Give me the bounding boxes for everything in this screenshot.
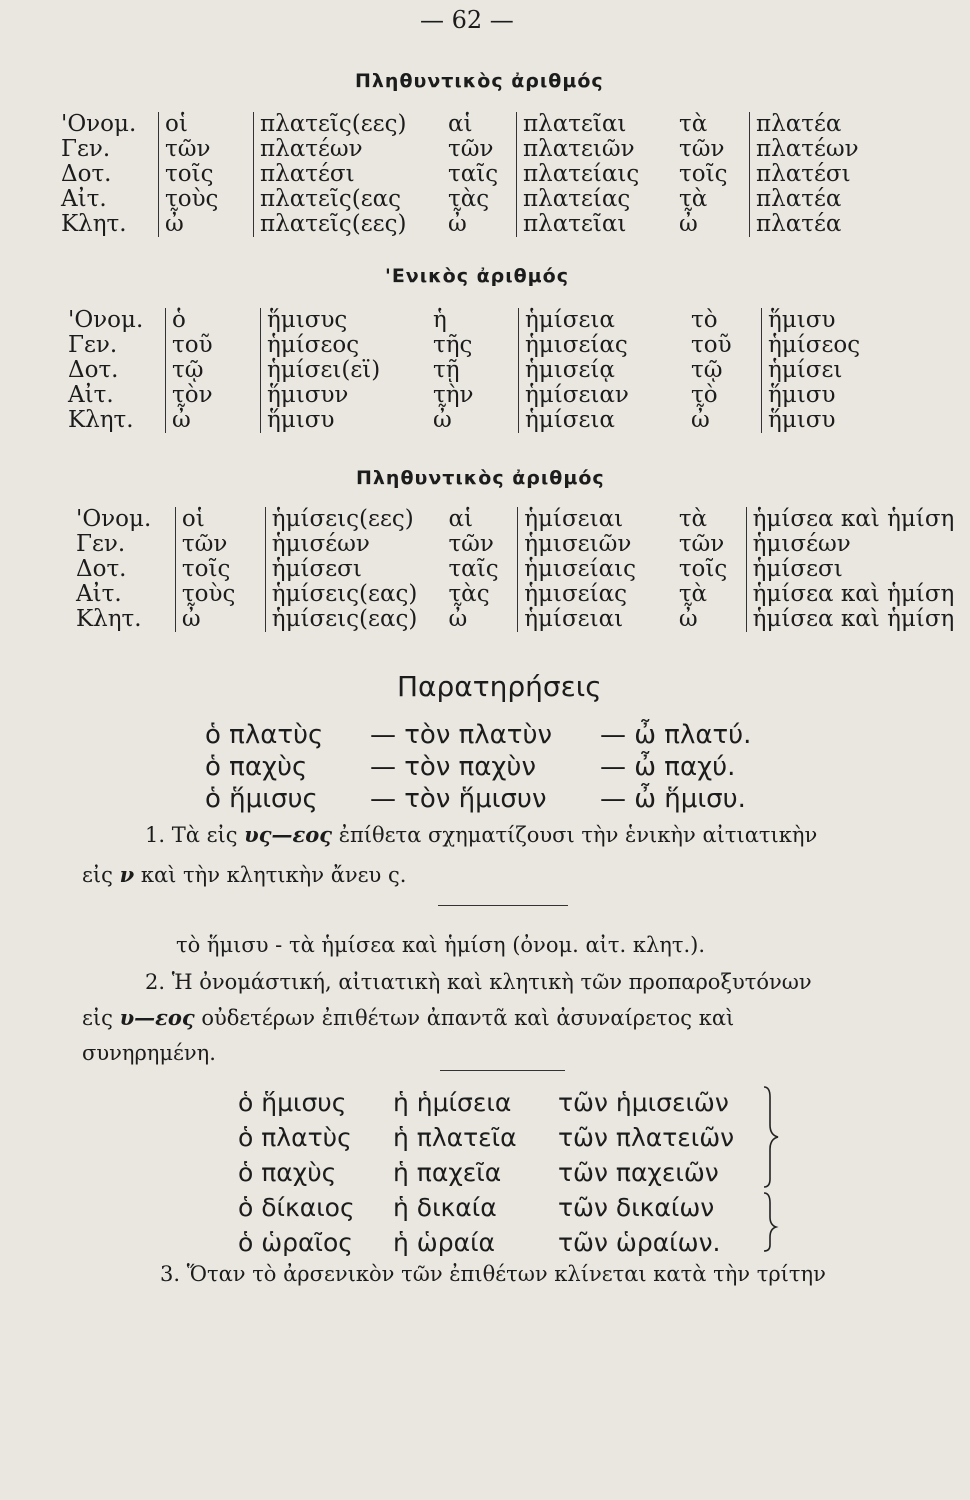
form-cell: πλατείαις	[517, 162, 674, 187]
feminine-form: ἡ ὡραία	[393, 1228, 496, 1257]
book-page: — 62 — Πληθυντικὸς ἀριθμός 'Ονομ. οἱ πλατεῖς(εες) αἱ πλατεῖαι τὰ πλατέα Γεν. τῶν πλατέων τῶν πλατειῶν τῶν πλατέων Δοτ. τοῖς πλατέσι ταῖς πλατείαις τοῖς πλατέσι Αἰτ. τοὺς πλατεῖς(εας τὰς πλατείας τὰ πλατέα Κλητ. ὦ πλατεῖς(εες) ὦ πλατεῖαι ὦ πλατέα 'Ενικὸς ἀριθμός 'Ονομ. ὁ ἥμισυς ἡ ἡμίσεια τὸ ἥμισυ Γεν. τοῦ ἡμίσεος τῆς ἡμισείας τοῦ ἡμίσεος Δοτ. τῷ ἡμίσει(εϊ) τῇ ἡμισείᾳ τῷ ἡμίσει Αἰτ. τὸν ἥμισυν τὴν ἡμίσειαν τὸ ἥμισυ Κλητ. ὦ ἥμισυ ὦ ἡμίσεια ὦ ἥμισυ Πληθυντικὸς ἀριθμός 'Ονομ. οἱ ἡμίσεις(εες) αἱ ἡμίσειαι τὰ ἡμίσεα καὶ ἡμίση Γεν. τῶν ἡμισέων τῶν ἡμισειῶν τῶν ἡμισέων Δοτ. τοῖς ἡμίσεσι ταῖς ἡμισείαις τοῖς ἡμίσεσι Αἰτ. τοὺς ἡμίσεις(εας) τὰς ἡμισείας τὰ ἡμίσεα καὶ ἡμίση Κλητ. ὦ ἡμίσεις(εας) ὦ ἡμίσειαι ὦ ἡμίσεα καὶ ἡμίση Παρατηρήσεις ὁ πλατὺς — τὸν πλατὺν — ὦ πλατύ. ὁ παχὺς — τὸν παχὺν — ὦ παχύ. ὁ ἥμισυς — τὸν ἥμισυν — ὦ ἥμισυ. 1. Τὰ εἰς υς—εος ἐπίθετα σχηματίζουσι τὴν ἑνικὴν αἰτιατικὴν εἰς ν καὶ τὴν κλητικὴν ἄνευ ς. τὸ ἥμισυ - τὰ ἡμίσεα καὶ ἡμίση (ὀνομ. αἰτ. κλητ.). 2. Ἡ ὀνομάστική, αἰτιατικὴ καὶ κλητικὴ τῶν προπαροξυτόνων εἰς υ—εος οὐδετέρων ἐπιθέτων ἀπαντᾶ καὶ ἀσυναίρετος καὶ συνηρημένη. ὁ ἥμισυς ἡ ἡμίσεια τῶν ἡμισειῶν ὁ πλατὺς ἡ πλατεῖα τῶν πλατειῶν ὁ παχὺς ἡ παχεῖα τῶν παχειῶν ὁ δίκαιος ἡ δικαία τῶν δικαίων ὁ ὡραῖος ἡ ὡραία τῶν ὡραίων. 3. Ὅταν τὸ ἀρσενικὸν τῶν ἐπιθέτων κλίνεται κατὰ τὴν τρίτην	[0, 0, 970, 1500]
form-cell: πλατεῖαι	[517, 212, 674, 237]
article-cell: τῇ	[433, 357, 460, 383]
masculine-form: ὁ πλατὺς	[238, 1123, 352, 1152]
article-cell: τοῖς	[175, 557, 265, 582]
note-2-line-1: 2. Ἡ ὀνομάστική, αἰτιατικὴ καὶ κλητικὴ τῶν προπαροξυτόνων	[145, 970, 812, 994]
observations-title: Παρατηρήσεις	[397, 670, 602, 703]
feminine-form: ἡ δικαία	[393, 1193, 497, 1222]
declension-row	[70, 532, 970, 557]
masculine-form: ὁ δίκαιος	[238, 1193, 355, 1222]
article-cell: οἱ	[175, 507, 265, 532]
declension-row	[70, 607, 970, 632]
form-cell: πλατέων	[254, 137, 443, 162]
singular-heading-hmisys: 'Ενικὸς ἀριθμός	[385, 265, 569, 287]
divider	[440, 1070, 565, 1071]
form-cell: πλατέα	[750, 212, 877, 237]
article-cell: τοὺς	[175, 582, 265, 607]
case-label: Κλητ.	[68, 407, 134, 433]
article-cell: τῶν	[175, 532, 265, 557]
genitive-plural-form: τῶν πλατειῶν	[558, 1123, 735, 1152]
example-line: τὸ ἥμισυ - τὰ ἡμίσεα καὶ ἡμίση (ὀνομ. αἰτ. κλητ.).	[176, 933, 706, 957]
ending-marker: υς—εος	[244, 822, 333, 847]
masculine-form: ὁ ἥμισυς	[238, 1088, 347, 1117]
form-cell: ἡμίσεσι	[265, 557, 442, 582]
case-label: Αἰτ.	[76, 581, 122, 607]
article-cell: ὦ	[175, 607, 265, 632]
case-label: Αἰτ.	[61, 186, 107, 212]
form-cell: ἥμισυ	[762, 408, 889, 433]
declension-row	[70, 507, 970, 532]
hmisys-singular-table	[62, 308, 888, 433]
article-cell: τὸν	[166, 383, 261, 408]
plural-heading-platys: Πληθυντικὸς ἀριθμός	[355, 70, 604, 92]
form-cell: πλατέσι	[254, 162, 443, 187]
case-label: Δοτ.	[76, 556, 127, 582]
article-cell: τὰ	[678, 506, 708, 532]
case-label: Κλητ.	[61, 211, 127, 237]
form-cell: ἡμίσεος	[261, 333, 428, 358]
declension-row	[55, 137, 876, 162]
form-cell: πλατέων	[750, 137, 877, 162]
article-cell: αἱ	[448, 111, 473, 137]
article-cell: ἡ	[433, 307, 447, 333]
form-cell: ἡμισειῶν	[518, 532, 673, 557]
declension-row	[62, 408, 888, 433]
feminine-form: ἡ παχεῖα	[393, 1158, 502, 1187]
form-cell: ἡμίσειαι	[518, 507, 673, 532]
article-cell: τῶν	[679, 136, 725, 162]
note-2-line-2: εἰς υ—εος οὐδετέρων ἐπιθέτων ἀπαντᾶ καὶ ἀσυναίρετος καὶ	[82, 1005, 735, 1030]
form-cell: πλατεῖαι	[517, 112, 674, 137]
article-cell: οἱ	[159, 112, 254, 137]
declension-row	[55, 162, 876, 187]
form-cell: ἡμίσεα καὶ ἡμίση	[746, 507, 970, 532]
form-cell: ἡμίσεις(εας)	[265, 607, 442, 632]
article-cell: τῷ	[691, 357, 723, 383]
form-cell: ἡμίσει(εϊ)	[261, 358, 428, 383]
article-cell: τὰ	[678, 581, 708, 607]
masculine-form: ὁ ὡραῖος	[238, 1228, 353, 1257]
case-label: Δοτ.	[68, 357, 119, 383]
declension-row	[55, 187, 876, 212]
form-cell: πλατέσι	[750, 162, 877, 187]
case-label: 'Ονομ.	[76, 506, 152, 532]
form-cell: ἡμίσειαν	[519, 383, 686, 408]
article-cell: ὦ	[691, 407, 710, 433]
genitive-plural-form: τῶν παχειῶν	[558, 1158, 719, 1187]
article-cell: αἱ	[448, 506, 473, 532]
brace-group-marks	[760, 1085, 800, 1255]
declension-row	[55, 212, 876, 237]
case-label: 'Ονομ.	[68, 307, 144, 333]
form-cell: ἥμισυ	[261, 408, 428, 433]
article-cell: ταῖς	[448, 556, 499, 582]
genitive-plural-form: τῶν ἡμισειῶν	[558, 1088, 729, 1117]
article-cell: τοῖς	[679, 161, 728, 187]
page-number: — 62 —	[420, 6, 514, 34]
article-cell: τὰ	[679, 186, 708, 212]
form-cell: ἡμίσεα καὶ ἡμίση	[746, 582, 970, 607]
article-cell: ταῖς	[448, 161, 499, 187]
form-cell: ἡμισέων	[746, 532, 970, 557]
declension-row	[62, 383, 888, 408]
article-cell: τοῖς	[678, 556, 728, 582]
article-cell: τὰς	[448, 186, 490, 212]
form-cell: ἡμίσεια	[519, 308, 686, 333]
article-cell: τοῖς	[159, 162, 254, 187]
form-cell: ἡμισείᾳ	[519, 358, 686, 383]
form-cell: ἡμισέων	[265, 532, 442, 557]
form-cell: ἡμισείαις	[518, 557, 673, 582]
declension-row	[62, 308, 888, 333]
masculine-form: ὁ παχὺς	[238, 1158, 337, 1187]
form-cell: πλατείας	[517, 187, 674, 212]
article-cell: ὦ	[679, 211, 698, 237]
case-label: Γεν.	[76, 531, 126, 557]
form-cell: ἡμίσεις(εες)	[265, 507, 442, 532]
feminine-form: ἡ πλατεῖα	[393, 1123, 517, 1152]
case-label: Αἰτ.	[68, 382, 114, 408]
article-cell: τοὺς	[159, 187, 254, 212]
form-cell: ἥμισυ	[762, 383, 889, 408]
case-label: Κλητ.	[76, 606, 142, 632]
declension-row	[70, 557, 970, 582]
article-cell: ὦ	[166, 408, 261, 433]
case-label: Γεν.	[61, 136, 111, 162]
article-cell: τὸ	[691, 382, 718, 408]
form-cell: ἡμισείας	[519, 333, 686, 358]
form-cell: ἡμίσεια	[519, 408, 686, 433]
form-cell: ἡμίσεις(εας)	[265, 582, 442, 607]
article-cell: τῶν	[159, 137, 254, 162]
form-cell: πλατεῖς(εας	[254, 187, 443, 212]
declension-row	[70, 582, 970, 607]
form-cell: πλατεῖς(εες)	[254, 212, 443, 237]
note-1-line-2: εἰς ν καὶ τὴν κλητικὴν ἄνευ ς.	[82, 862, 407, 887]
plural-heading-hmisys: Πληθυντικὸς ἀριθμός	[356, 467, 605, 489]
article-cell: ὦ	[433, 407, 452, 433]
case-label: Δοτ.	[61, 161, 112, 187]
ending-marker: υ—εος	[119, 1005, 195, 1030]
form-cell: ἡμίσεσι	[746, 557, 970, 582]
article-cell: τὸ	[691, 307, 718, 333]
form-cell: ἡμίσεα καὶ ἡμίση	[746, 607, 970, 632]
form-cell: πλατειῶν	[517, 137, 674, 162]
note-2-line-3: συνηρημένη.	[82, 1041, 216, 1065]
article-cell: τοῦ	[166, 333, 261, 358]
article-cell: ὦ	[678, 606, 698, 632]
article-cell: τοῦ	[691, 332, 732, 358]
platys-plural-table	[55, 112, 876, 237]
form-cell: πλατεῖς(εες)	[254, 112, 443, 137]
article-cell: ὦ	[448, 606, 468, 632]
form-cell: ἡμίσειαι	[518, 607, 673, 632]
case-label: 'Ονομ.	[61, 111, 137, 137]
article-cell: τὰς	[448, 581, 490, 607]
declension-row	[62, 358, 888, 383]
article-cell: ὁ	[166, 308, 261, 333]
article-cell: τὰ	[679, 111, 708, 137]
article-cell: τῆς	[433, 332, 473, 358]
form-cell: ἡμίσεος	[762, 333, 889, 358]
declension-row	[55, 112, 876, 137]
form-cell: ἥμισυν	[261, 383, 428, 408]
feminine-form: ἡ ἡμίσεια	[393, 1088, 512, 1117]
article-cell: τῶν	[448, 136, 494, 162]
note-3-line-1: 3. Ὅταν τὸ ἀρσενικὸν τῶν ἐπιθέτων κλίνεται κατὰ τὴν τρίτην	[160, 1262, 826, 1286]
hmisys-plural-table	[70, 507, 970, 632]
form-cell: ἡμισείας	[518, 582, 673, 607]
form-cell: ἥμισυς	[261, 308, 428, 333]
article-cell: τὴν	[433, 382, 474, 408]
case-label: Γεν.	[68, 332, 118, 358]
form-cell: πλατέα	[750, 112, 877, 137]
article-cell: τῶν	[448, 531, 494, 557]
article-cell: ὦ	[448, 211, 467, 237]
form-cell: πλατέα	[750, 187, 877, 212]
form-cell: ἥμισυ	[762, 308, 889, 333]
declension-row	[62, 333, 888, 358]
article-cell: τῶν	[678, 531, 725, 557]
article-cell: ὦ	[159, 212, 254, 237]
genitive-plural-form: τῶν ὡραίων.	[558, 1228, 721, 1257]
form-cell: ἡμίσει	[762, 358, 889, 383]
article-cell: τῷ	[166, 358, 261, 383]
genitive-plural-form: τῶν δικαίων	[558, 1193, 715, 1222]
note-1-line-1: 1. Τὰ εἰς υς—εος ἐπίθετα σχηματίζουσι τὴν ἑνικὴν αἰτιατικὴν	[145, 822, 818, 847]
divider	[438, 905, 568, 906]
